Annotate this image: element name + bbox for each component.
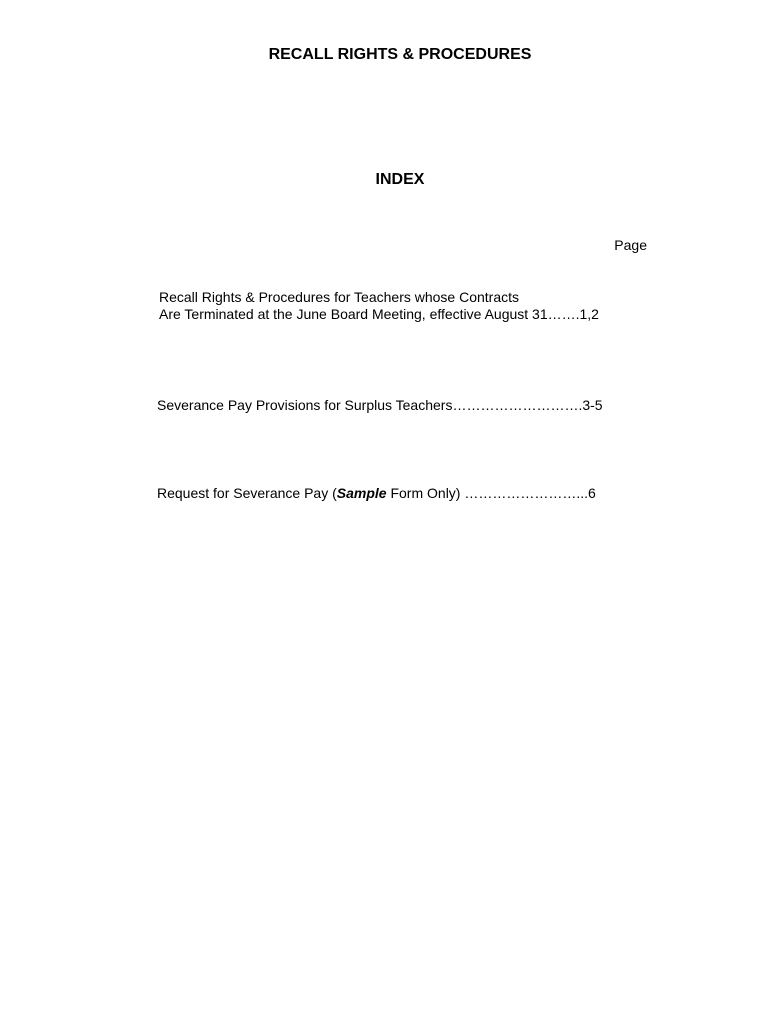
toc-entry-severance-provisions: [157, 397, 603, 414]
toc-entry-prefix: Request for Severance Pay (: [157, 485, 337, 501]
toc-entry-line: Are Terminated at the June Board Meeting, effective August 31…….1,2: [159, 306, 599, 322]
toc-entry-recall-rights: [159, 289, 599, 323]
toc-entry-line: Recall Rights & Procedures for Teachers whose Contracts: [159, 289, 520, 305]
toc-entry-line: Severance Pay Provisions for Surplus Teachers……………………….3-5: [157, 397, 603, 413]
index-heading: INDEX: [375, 171, 425, 188]
toc-entry-severance-request: [157, 485, 596, 502]
page-column-header: Page: [614, 237, 647, 253]
document-title: RECALL RIGHTS & PROCEDURES: [268, 46, 532, 63]
toc-entry-suffix: Form Only) ……………………...6: [386, 485, 596, 501]
toc-entry-emphasis: Sample: [336, 485, 387, 501]
